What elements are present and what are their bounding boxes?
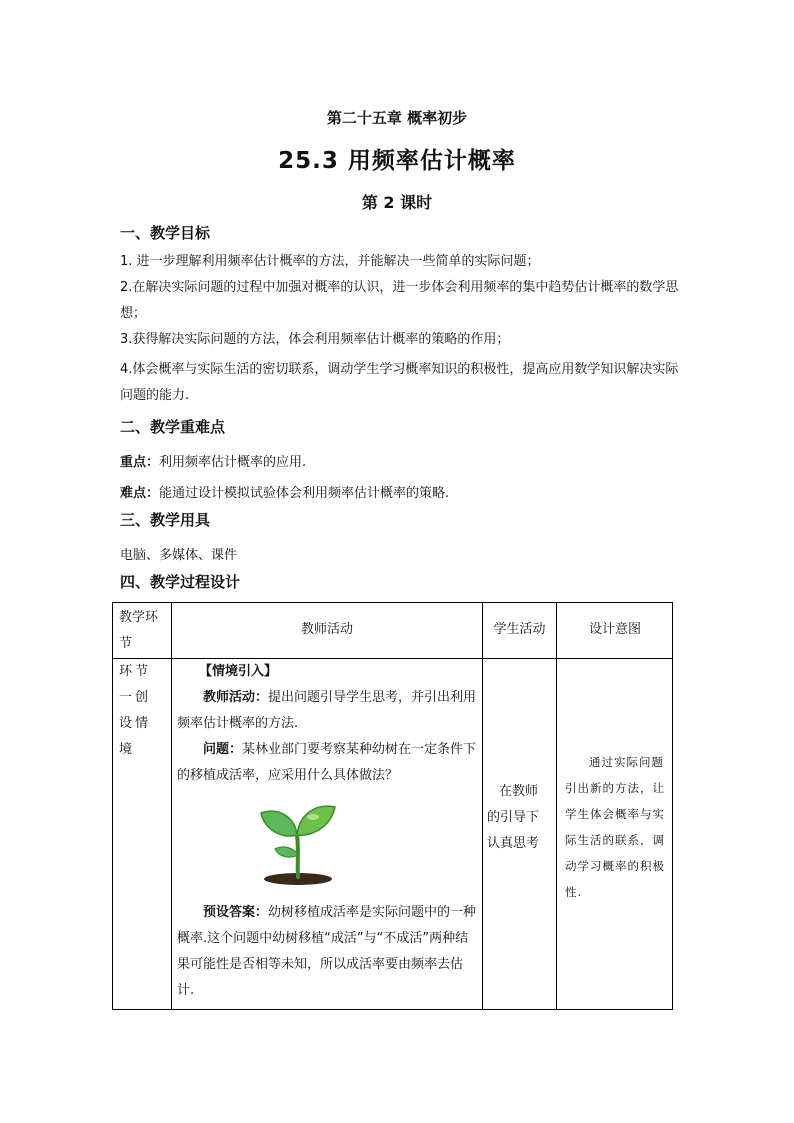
section-heading-objectives: 一、教学目标 <box>120 224 211 242</box>
difficult-point-text: 能通过设计模拟试验体会利用频率估计概率的策略. <box>159 486 450 501</box>
stage-cell: 环节一创设情境 <box>119 664 152 757</box>
table-divider <box>171 603 172 1009</box>
header-student: 学生活动 <box>493 622 546 637</box>
preset-answer-text: 幼树移植成活率是实际问题中的一种概率.这个问题中幼树移植“成活”与“不成活”两种结果可能性是否相等未知，所以成活率要由频率去估计. <box>177 905 477 998</box>
leaf-highlight <box>307 814 319 820</box>
objective-item: 2.在解决实际问题的过程中加强对概率的认识，进一步体会利用频率的集中趋势估计概率的数学思想； <box>120 280 679 321</box>
section-heading-tools: 三、教学用具 <box>120 511 211 529</box>
student-activity: 在教师的引导下认真思考 <box>487 784 540 851</box>
chapter-title: 第二十五章 概率初步 <box>326 109 468 127</box>
teacher-activity-label: 教师活动： <box>203 690 269 705</box>
teacher-activity <box>177 685 477 737</box>
table-divider <box>482 603 483 1009</box>
section-heading-process: 四、教学过程设计 <box>120 573 241 591</box>
key-point-label: 重点： <box>120 455 160 470</box>
seedling-image <box>253 799 343 887</box>
section-tag: 【情境引入】 <box>199 664 278 679</box>
leaf-left <box>261 811 297 836</box>
question-label: 问题： <box>203 742 243 757</box>
page-title: 25.3 用频率估计概率 <box>278 148 516 174</box>
preset-answer-label: 预设答案： <box>203 905 269 920</box>
objective-item: 1. 进一步理解利用频率估计概率的方法，并能解决一些简单的实际问题； <box>120 254 540 269</box>
teaching-process-table <box>112 602 673 1010</box>
difficult-point-label: 难点： <box>120 486 160 501</box>
key-point-text: 利用频率估计概率的应用. <box>159 455 307 470</box>
teacher-activity-text: 提出问题引导学生思考，并引出利用频率估计概率的方法. <box>177 690 477 731</box>
leaf-right <box>297 806 335 835</box>
question <box>177 737 477 789</box>
design-intent: 通过实际问题引出新的方法，让学生体会概率与实际生活的联系，调动学习概率的积极性. <box>565 755 665 899</box>
objective-item: 4.体会概率与实际生活的密切联系，调动学生学习概率知识的积极性，提高应用数学知识解决实际问题的能力. <box>120 362 679 403</box>
header-teacher: 教师活动 <box>300 622 353 637</box>
header-intent: 设计意图 <box>588 622 641 637</box>
table-divider <box>556 603 557 1009</box>
tools-text: 电脑、多媒体、课件 <box>120 548 238 563</box>
objective-item: 3.获得解决实际问题的方法，体会利用频率估计概率的策略的作用； <box>120 332 510 347</box>
preset-answer <box>177 900 477 1004</box>
difficult-point <box>120 481 680 507</box>
leaf-small <box>275 847 298 857</box>
key-point <box>120 450 680 476</box>
question-text: 某林业部门要考察某种幼树在一定条件下的移植成活率，应采用什么具体做法？ <box>177 742 477 783</box>
section-heading-keypoints: 二、教学重难点 <box>120 418 226 436</box>
lesson-number: 第 2 课时 <box>361 193 433 212</box>
header-stage: 教学环节 <box>119 610 159 651</box>
